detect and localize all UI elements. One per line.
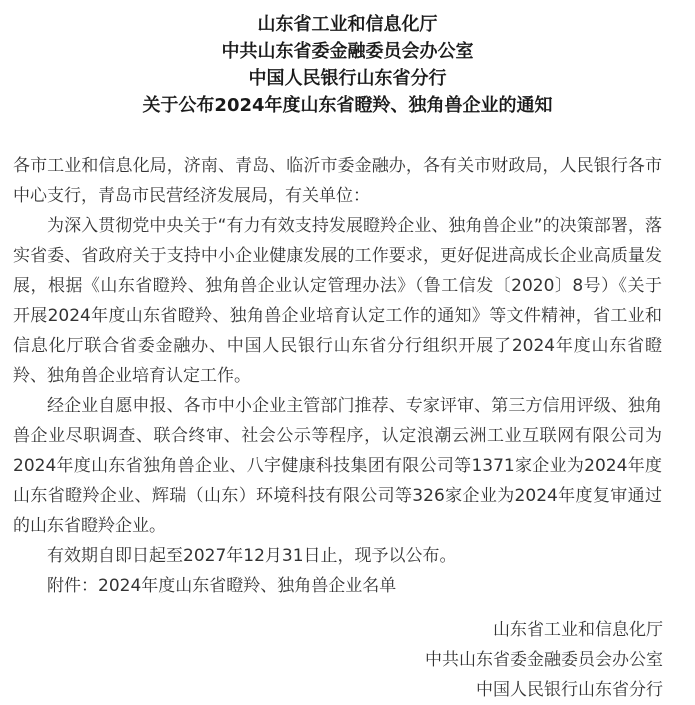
notice-title: 关于公布2024年度山东省瞪羚、独角兽企业的通知 <box>142 95 553 116</box>
signature-line-2: 中共山东省委金融委员会办公室 <box>425 650 663 670</box>
validity-paragraph: 有效期自即日起至2027年12月31日止，现予以公布。 <box>47 546 457 566</box>
document-body <box>0 151 695 601</box>
signature-line-1: 山东省工业和信息化厅 <box>493 620 663 640</box>
document-title-block <box>0 0 695 119</box>
issuer-line-2: 中共山东省委金融委员会办公室 <box>221 41 474 62</box>
signature-block <box>0 615 695 705</box>
body-paragraph-policy: 为深入贯彻党中央关于“有力有效支持发展瞪羚企业、独角兽企业”的决策部署，落实省委、省政府关于支持中小企业健康发展的工作要求，更好促进高成长企业高质量发展，根据《山东省瞪羚、独角兽企业认定管理办法》（鲁工信发〔2020〕8号）《关于开展2024年度山东省瞪羚、独角兽企业培育认定工作的通知》等文件精神，省工业和信息化厅联合省委金融办、中国人民银行山东省分行组织开展了2024年度山东省瞪羚、独角兽企业培育认定工作。 <box>13 216 662 386</box>
attachment-line: 附件：2024年度山东省瞪羚、独角兽企业名单 <box>47 576 397 596</box>
issuer-line-1: 山东省工业和信息化厅 <box>257 14 438 35</box>
body-paragraph-recognition: 经企业自愿申报、各市中小企业主管部门推荐、专家评审、第三方信用评级、独角兽企业尽职调查、联合终审、社会公示等程序，认定浪潮云洲工业互联网有限公司为2024年度山东省独角兽企业、八宇健康科技集团有限公司等1371家企业为2024年度山东省瞪羚企业、辉瑞（山东）环境科技有限公司等326家企业为2024年度复审通过的山东省瞪羚企业。 <box>13 396 662 536</box>
signature-line-3: 中国人民银行山东省分行 <box>476 680 663 700</box>
addressee-paragraph: 各市工业和信息化局，济南、青岛、临沂市委金融办，各有关市财政局，人民银行各市中心支行，青岛市民营经济发展局，有关单位： <box>13 156 662 206</box>
issuer-line-3: 中国人民银行山东省分行 <box>248 68 447 89</box>
